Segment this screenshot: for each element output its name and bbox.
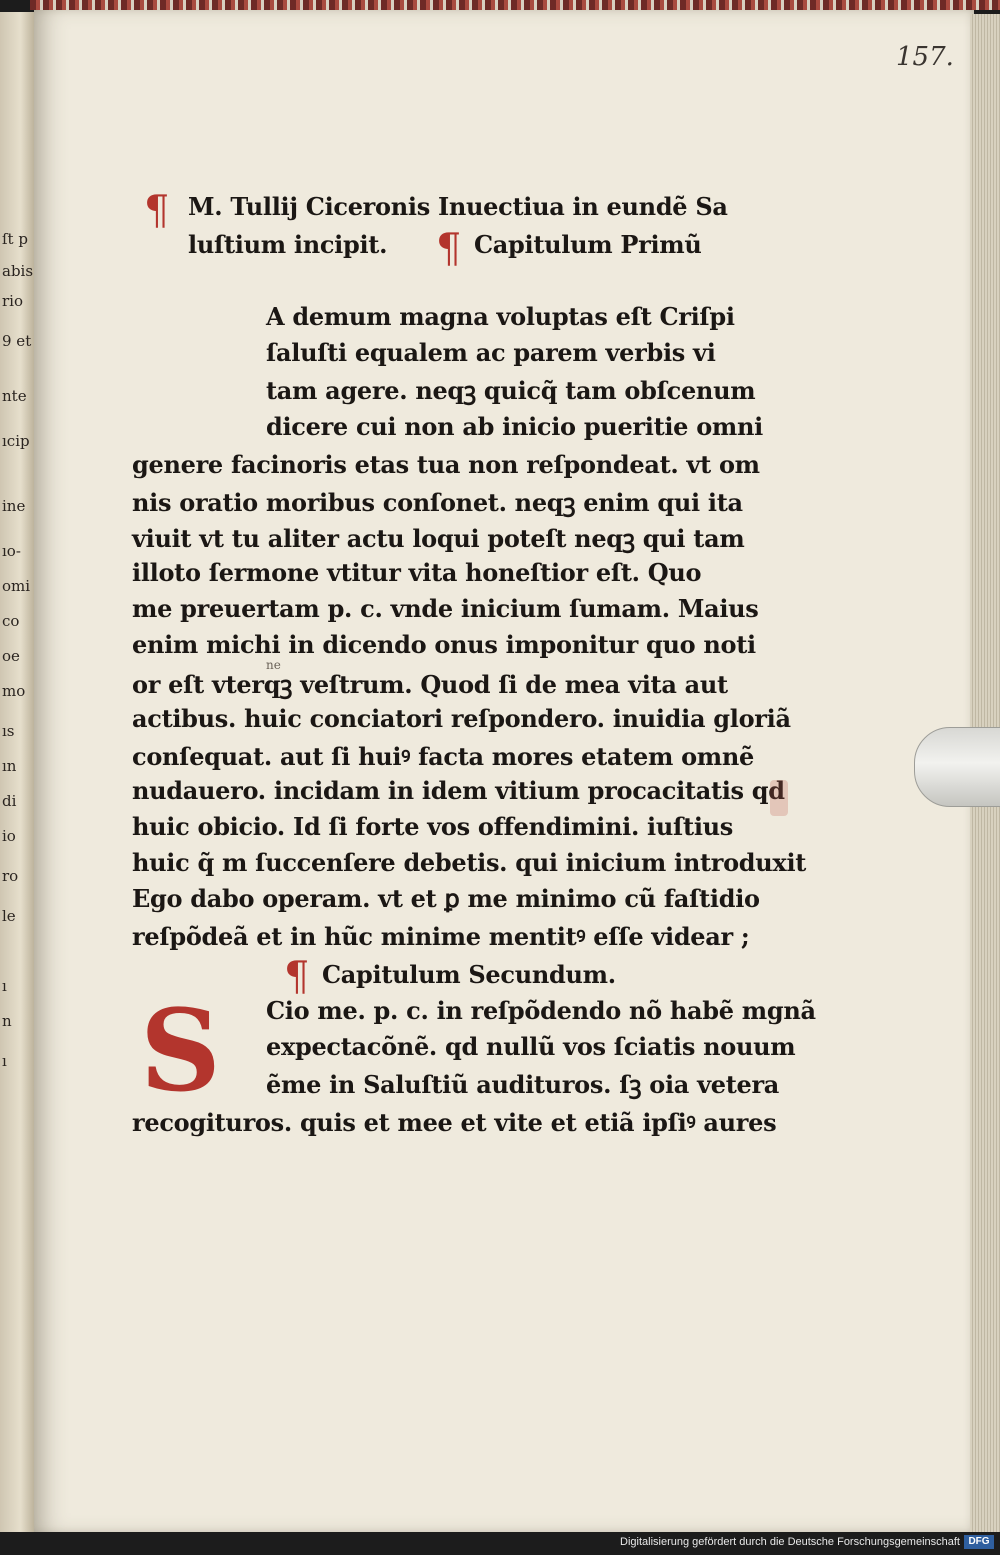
left-page-edge [0,12,36,1532]
heading-line-1: M. Tullij Ciceronis Inuectiua in eundẽ Sa [188,192,728,221]
left-fragment: rio [2,292,23,310]
text-line: conſequat. aut ſi huiꝰ facta mores etatem omnẽ [132,742,755,771]
left-fragment: ſt p [2,230,28,248]
left-fragment: ıcip [2,432,30,450]
text-line: enim michi in dicendo onus imponitur quo noti [132,630,756,659]
left-fragment: le [2,907,16,925]
left-fragment: mo [2,682,26,700]
left-fragment: ine [2,497,26,515]
paragraph-mark-icon: ¶ [436,226,462,272]
left-fragment: ı [2,1052,7,1070]
text-line: huic obicio. Id ſi forte vos offendimini. iuſtius [132,812,734,841]
text-line: or eſt vterqꝫ veſtrum. Quod ſi de mea vita aut [132,670,728,699]
heading-line-2-incipit: luſtium incipit. [188,230,388,259]
text-line: viuit vt tu aliter actu loqui poteſt neqꝫ qui tam [132,524,745,553]
left-fragment: io [2,827,16,845]
left-fragment: n [2,1012,12,1030]
left-fragment: ıo- [2,542,21,560]
margin-note: ne [266,658,281,672]
text-line: dicere cui non ab inicio pueritie omni [266,412,763,441]
footer-credit: Digitalisierung gefördert durch die Deutsche Forschungsgemeinschaft [620,1536,960,1548]
left-fragment: ın [2,757,17,775]
text-line: ẽme in Saluſtiũ audituros. ſꝫ oia vetera [266,1070,780,1099]
left-fragment: di [2,792,17,810]
text-line: expectacõnẽ. qd nullũ vos ſciatis nouum [266,1032,796,1061]
chapter-1-heading: Capitulum Primũ [474,230,702,259]
left-fragment: omi [2,577,31,595]
paragraph-mark-icon: ¶ [284,954,310,1000]
text-line: actibus. huic conciatori reſpondero. inuidia gloriã [132,704,791,733]
text-line: reſpõdeã et in hũc minime mentitꝰ eſſe videar ; [132,922,750,951]
text-line: tam agere. neqꝫ quicq̃ tam obſcenum [266,376,756,405]
left-fragment: ı [2,977,7,995]
dfg-logo: DFG [964,1535,994,1549]
left-fragment: 9 et [2,332,32,350]
chapter-2-heading: Capitulum Secundum. [322,960,616,989]
paragraph-mark-icon: ¶ [144,188,170,234]
left-fragment: abis [2,262,34,280]
left-fragment: ıs [2,722,15,740]
text-line: A demum magna voluptas eſt Criſpi [266,302,735,331]
folio-number: 157. [896,42,954,72]
text-line: me preuertam p. c. vnde inicium ſumam. Maius [132,594,759,623]
red-ink-stain [770,780,788,816]
text-line: illoto ſermone vtitur vita honeſtior eſt. Quo [132,558,702,587]
left-fragment: nte [2,387,27,405]
decorated-initial: S [140,986,221,1117]
left-fragment: co [2,612,20,630]
text-line: nudauero. incidam in idem vitium procacitatis qd [132,776,785,805]
text-line: recogituros. quis et mee et vite et etiã ipſiꝰ aures [132,1108,777,1137]
book-top-edge [30,0,1000,10]
text-line: Ego dabo operam. vt et ꝑ me minimo cũ faſtidio [132,884,760,913]
text-line: nis oratio moribus conſonet. neqꝫ enim qui ita [132,488,743,517]
left-fragment: ro [2,867,19,885]
page-clamp [914,727,1000,807]
text-line: ſaluſti equalem ac parem verbis vi [266,338,716,367]
text-line: Cio me. p. c. in reſpõdendo nõ habẽ mgnã [266,996,816,1025]
left-fragment: oe [2,647,20,665]
text-line: genere facinoris etas tua non reſpondeat. vt om [132,450,760,479]
text-line: huic q̃ m ſuccenſere debetis. qui inicium introduxit [132,848,807,877]
